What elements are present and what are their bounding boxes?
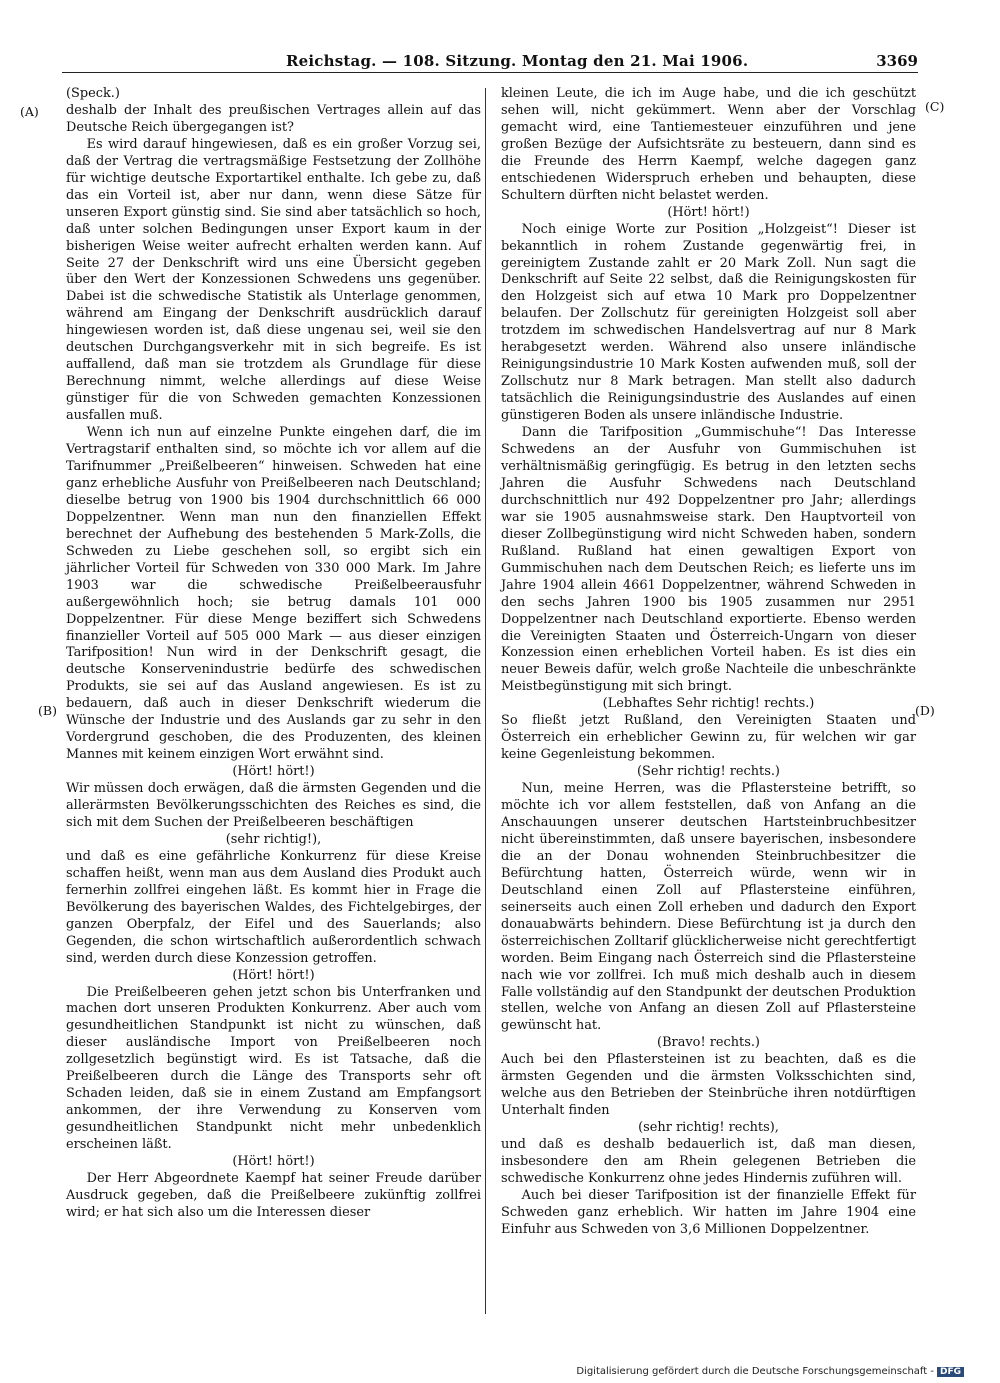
right-column bbox=[501, 86, 916, 1239]
paragraph: Es wird darauf hingewiesen, daß es ein großer Vorzug sei, daß der Vertrag die vertragsmäßige Festsetzung der Zollhöhe für wichtige deutsche Exportartikel enthalte. Ich gebe zu, daß das ein Vorteil ist, aber nur dann, wenn diese Sätze für unseren Export günstig sind. Sie sind aber tatsächlich so hoch, daß unter solchen Bedingungen unser Export kaum in der bisherigen Weise weiter aufrecht erhalten werden kann. Auf Seite 27 der Denkschrift wird uns eine Übersicht gegeben über den Wert der Konzessionen Schwedens uns gegenüber. Dabei ist die schwedische Statistik als Unterlage genommen, während am Eingang der Denkschrift ausdrücklich darauf hingewiesen worden ist, daß diese ungenau sei, weil sie den deutschen Durchgangsverkehr mit in sich begreife. Es ist auffallend, daß man sie trotzdem als Grundlage für diese Berechnung nimmt, welche allerdings auf diese Weise günstiger für die von Schweden gemachten Konzessionen ausfallen muß. bbox=[66, 136, 481, 424]
paragraph: Noch einige Worte zur Position „Holzgeist“! Dieser ist bekanntlich in rohem Zustande gegenwärtig frei, in gereinigtem Zustande zahlt er 20 Mark Zoll. Nun sagt die Denkschrift auf Seite 22 selbst, daß die Reinigungskosten für den Holzgeist sich auf etwa 10 Mark pro Doppelzentner belaufen. Der Zollschutz für gereinigten Holzgeist soll aber trotzdem im schwedischen Handelsvertrag auf nur 8 Mark herabgesetzt werden. Während also unsere inländische Reinigungsindustrie 10 Mark Kosten aufwenden muß, soll der Zollschutz nur 8 Mark betragen. Man stellt also dadurch tatsächlich die Reinigungsindustrie des Auslandes auf einen günstigeren Boden als unsere inländische Industrie. bbox=[501, 221, 916, 424]
paragraph: Auch bei dieser Tarifposition ist der finanzielle Effekt für Schweden ganz erheblich. Wir hatten im Jahre 1904 eine Einfuhr aus Schweden von 3,6 Millionen Doppelzentner. bbox=[501, 1187, 916, 1237]
interjection: (Lebhaftes Sehr richtig! rechts.) bbox=[602, 696, 815, 712]
interjection: (Hört! hört!) bbox=[232, 764, 315, 780]
paragraph: Wenn ich nun auf einzelne Punkte eingehen darf, die im Vertragstarif enthalten sind, so möchte ich vor allem auf die Tarifnummer „Preißelbeeren“ hinweisen. Schweden hat eine ganz erhebliche Ausfuhr von Preißelbeeren nach Deutschland; dieselbe betrug von 1900 bis 1904 durchschnittlich 66 000 Doppelzentner. Wenn man nun den finanziellen Effekt berechnet der Aufhebung des bestehenden 5 Mark-Zolls, die Schweden zu Liebe geschehen soll, so ergibt sich ein jährlicher Vorteil für Schweden von 330 000 Mark. Im Jahre 1903 war die schwedische Preißelbeerausfuhr außergewöhnlich hoch; sie betrug damals 101 000 Doppelzentner. Für diese Menge beziffert sich Schwedens finanzieller Vorteil auf 505 000 Mark — aus dieser einzigen Tarifposition! Nun wird in der Denkschrift gesagt, die deutsche Konservenindustrie bedürfe des schwedischen Produkts, sie sei auf das Ausland angewiesen. Es ist zu bedauern, daß auch in dieser Denkschrift wiederum die Wünsche der Industrie und des Auslands gar zu sehr in den Vordergrund geschoben, die des Produzenten, des kleinen Mannes mit keinem einzigen Wort erwähnt sind. bbox=[66, 425, 481, 763]
header-title: Reichstag. — 108. Sitzung. Montag den 21. Mai 1906. bbox=[286, 52, 749, 70]
column-divider bbox=[485, 88, 486, 1314]
interjection: (sehr richtig! rechts), bbox=[638, 1120, 779, 1136]
interjection: (Hört! hört!) bbox=[232, 1154, 315, 1170]
margin-mark-b: (B) bbox=[38, 703, 57, 718]
margin-mark-a: (A) bbox=[20, 104, 39, 119]
paragraph: (Speck.) bbox=[66, 86, 120, 101]
margin-mark-c: (C) bbox=[925, 99, 945, 114]
interjection: (Sehr richtig! rechts.) bbox=[637, 764, 780, 780]
margin-mark-d: (D) bbox=[915, 703, 935, 718]
paragraph: deshalb der Inhalt des preußischen Vertrages allein auf das Deutsche Reich übergegangen ist? bbox=[66, 102, 481, 135]
interjection: (Hört! hört!) bbox=[667, 204, 750, 220]
paragraph: Auch bei den Pflastersteinen ist zu beachten, daß es die ärmsten Gegenden und die ärmsten Volksschichten sind, welche aus den Betrieben der Steinbrüche ihren notdürftigen Unterhalt finden bbox=[501, 1052, 916, 1119]
paragraph: Nun, meine Herren, was die Pflastersteine betrifft, so möchte ich vor allem feststellen, daß von Anfang an die Anschauungen unserer deutschen Hartsteinbruchbesitzer nicht übereinstimmten, daß unsere bayerischen, insbesondere die an der Donau wohnenden Steinbruchbesitzer die Befürchtung hatten, Österreich würde, wenn wir in Deutschland einen Zoll auf Pflastersteine einführen, seinerseits auch einen Zoll erheben und dadurch den Export donauabwärts behindern. Diese Befürchtung ist ja durch den österreichischen Zolltarif glücklicherweise nicht gerechtfertigt worden. Beim Eingang nach Österreich sind die Pflastersteine nach wie vor zollfrei. Ich muß mich deshalb auch in diesem Falle vollständig auf den Standpunkt der deutschen Produktion stellen, welche von Anfang an diesen Zoll auf Pflastersteine gewünscht hat. bbox=[501, 781, 916, 1034]
paragraph: Der Herr Abgeordnete Kaempf hat seiner Freude darüber Ausdruck gegeben, daß die Preißelbeere zukünftig zollfrei wird; er hat sich also um die Interessen dieser bbox=[66, 1171, 481, 1220]
footer-credit bbox=[576, 1366, 964, 1377]
interjection: (sehr richtig!), bbox=[225, 831, 322, 847]
header-rule bbox=[62, 72, 918, 73]
interjection: (Hört! hört!) bbox=[232, 967, 315, 983]
paragraph: Die Preißelbeeren gehen jetzt schon bis Unterfranken und machen dort unseren Produkten Konkurrenz. Aber auch vom gesundheitlichen Standpunkt ist nicht zu wünschen, daß dieser ausländische Import von Preißelbeeren noch zollgesetzlich begünstigt wird. Es ist Tatsache, daß die Preißelbeeren durch die Länge des Transports sehr oft Schaden leiden, daß sie in einem Zustand am Empfangsort ankommen, der ihre Verwendung zu Konserven vom gesundheitlichen Standpunkt nicht mehr unbedenklich erscheinen läßt. bbox=[66, 984, 481, 1153]
paragraph: und daß es deshalb bedauerlich ist, daß man diesen, insbesondere den am Rhein gelegenen Betrieben die schwedische Konkurrenz ohne jedes Hindernis zuführen will. bbox=[501, 1137, 916, 1186]
paragraph: Dann die Tarifposition „Gummischuhe“! Das Interesse Schwedens an der Ausfuhr von Gummischuhen ist verhältnismäßig geringfügig. Es betrug in den letzten sechs Jahren die Ausfuhr Schwedens nach Deutschland durchschnittlich nur 492 Doppelzentner pro Jahr; allerdings war sie 1905 ausnahmsweise stark. Den Hauptvorteil von dieser Zollbegünstigung wird nicht Schweden haben, sondern Rußland. Rußland hat einen gewaltigen Export von Gummischuhen nach dem Deutschen Reich; es lieferte uns im Jahre 1904 allein 4661 Doppelzentner, während Schweden in den sechs Jahren 1900 bis 1905 zusammen nur 2951 Doppelzentner nach Deutschland exportierte. Ebenso werden die Vereinigten Staaten und Österreich-Ungarn von dieser Konzession einen erheblichen Vorteil haben. Es ist dies ein neuer Beweis dafür, welch große Nachteile die unbeschränkte Meistbegünstigung mit sich bringt. bbox=[501, 425, 916, 695]
paragraph: So fließt jetzt Rußland, den Vereinigten Staaten und Österreich ein erheblicher Gewinn zu, für welchen wir gar keine Gegenleistung bekommen. bbox=[501, 713, 916, 763]
paragraph: und daß es eine gefährliche Konkurrenz für diese Kreise schaffen heißt, wenn man aus dem Ausland dies Produkt auch fernerhin zollfrei eingehen läßt. Es kommt hier in Frage die Bevölkerung des bayerischen Waldes, des Fichtelgebirges, der ganzen Oberpfalz, der Eifel und des Sauerlands; also Gegenden, die schon wirtschaftlich außerordentlich schwach sind, werden durch diese Konzession getroffen. bbox=[66, 848, 481, 966]
dfg-logo: DFG bbox=[937, 1367, 964, 1377]
left-column bbox=[66, 86, 481, 1222]
paragraph: Wir müssen doch erwägen, daß die ärmsten Gegenden und die allerärmsten Bevölkerungsschichten des Reiches es sind, die sich mit dem Suchen der Preißelbeeren beschäftigen bbox=[66, 781, 481, 830]
paragraph: kleinen Leute, die ich im Auge habe, und die ich geschützt sehen will, nicht gekümmert. Wenn aber der Vorschlag gemacht wird, eine Tantiemesteuer einzuführen und jene großen Bezüge der Aufsichtsräte zu besteuern, dann sind es die Freunde des Herrn Kaempf, welche dagegen ganz entschiedenen Widerspruch erheben und behaupten, diese Schultern dürften nicht belastet werden. bbox=[501, 86, 916, 203]
footer-text: Digitalisierung gefördert durch die Deutsche Forschungsgemeinschaft - bbox=[576, 1366, 934, 1377]
interjection: (Bravo! rechts.) bbox=[657, 1035, 760, 1051]
page-number: 3369 bbox=[876, 52, 918, 70]
page-header bbox=[0, 0, 1000, 74]
